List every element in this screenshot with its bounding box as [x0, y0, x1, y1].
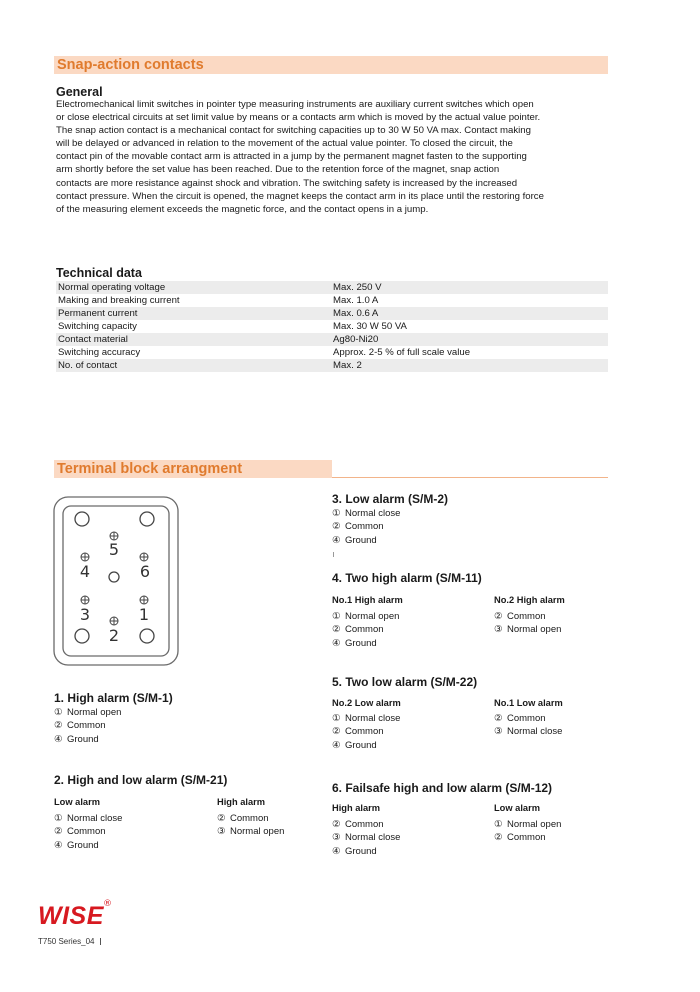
- tech-value: Max. 2: [333, 360, 362, 371]
- tech-key: Normal operating voltage: [58, 282, 166, 293]
- section-title-snap: Snap-action contacts: [57, 57, 204, 73]
- alarm-5-col2-head: No.1 Low alarm: [494, 698, 563, 708]
- alarm-6-col2-list: [494, 818, 561, 845]
- terminal-4-pin-icon: [81, 553, 89, 561]
- tech-key: Making and breaking current: [58, 295, 180, 306]
- tech-row: [56, 294, 608, 307]
- list-item: ① Normal close: [332, 713, 401, 724]
- list-item: ③ Normal close: [332, 832, 401, 844]
- tech-row: [56, 359, 608, 372]
- alarm-5-col2-list: [494, 712, 562, 739]
- alarm-2-col1-list: [54, 812, 122, 852]
- tech-key: No. of contact: [58, 360, 118, 371]
- terminal-1-pin-icon: [140, 596, 148, 604]
- tech-value: Max. 30 W 50 VA: [333, 321, 407, 332]
- alarm-2-col2-head: High alarm: [217, 797, 266, 807]
- tech-value: Ag80-Ni20: [333, 334, 379, 345]
- alarm-6-title: 6. Failsafe high and low alarm (S/M-12): [332, 781, 553, 795]
- list-item: ④ Ground: [332, 534, 377, 546]
- doc-id: T750 Series_04: [38, 937, 95, 946]
- list-item: ① Normal open: [494, 819, 562, 830]
- mounting-hole-icon: [75, 629, 89, 643]
- mounting-hole-icon: [75, 512, 89, 526]
- list-item: ③ Normal open: [494, 624, 562, 636]
- list-item: ① Normal open: [332, 611, 400, 622]
- alarm-4-title: 4. Two high alarm (S/M-11): [332, 571, 482, 585]
- terminal-3-pin-icon: [81, 596, 89, 604]
- center-terminal-icon: [109, 572, 119, 582]
- alarm-5-title: 5. Two low alarm (S/M-22): [332, 675, 478, 689]
- terminal-label-2: 2: [108, 626, 120, 645]
- list-item: ① Normal close: [54, 813, 123, 824]
- paragraph-line: of the measuring element exceeds the magnetic force, and the contact opens in a jump.: [56, 203, 429, 215]
- alarm-6-col1-head: High alarm: [332, 803, 381, 813]
- tech-row: [56, 346, 608, 359]
- logo-text: WISE: [38, 902, 104, 930]
- registered-mark: ®: [103, 899, 112, 909]
- alarm-6-col2-head: Low alarm: [494, 803, 540, 813]
- terminal-label-4: 4: [79, 562, 91, 581]
- footer-divider: [100, 938, 101, 945]
- mounting-hole-icon: [140, 512, 154, 526]
- mounting-hole-icon: [140, 629, 154, 643]
- list-item: ② Common: [332, 726, 384, 738]
- tech-value: Max. 250 V: [333, 282, 382, 293]
- alarm-4-col1-list: [332, 610, 399, 650]
- terminal-label-5: 5: [108, 540, 120, 559]
- alarm-5-col1-head: No.2 Low alarm: [332, 698, 401, 708]
- paragraph-line: contact pressure. When the circuit is opened, the magnet keeps the contact arm in its place until the restoring force: [56, 190, 544, 202]
- alarm-4-col1-head: No.1 High alarm: [332, 595, 403, 605]
- list-item: ③ Normal open: [217, 826, 285, 838]
- list-item: ② Common: [494, 611, 546, 622]
- tech-value: Max. 1.0 A: [333, 295, 379, 306]
- list-item: ③ Normal close: [494, 726, 563, 738]
- section-title-terminal: Terminal block arrangment: [57, 461, 243, 477]
- tech-row: [56, 320, 608, 333]
- general-paragraph: [56, 98, 626, 216]
- alarm-5-col1-list: [332, 712, 400, 752]
- paragraph-line: contacts are more resistance against shock and vibration. The switching safety is increased by the increased: [56, 177, 518, 189]
- tech-key: Contact material: [58, 334, 128, 345]
- stray-mark: [333, 552, 334, 557]
- terminal-block-diagram: [52, 495, 182, 668]
- alarm-2-title: 2. High and low alarm (S/M-21): [54, 773, 228, 787]
- list-item: ② Common: [54, 826, 106, 838]
- alarm-4-col2-list: [494, 610, 561, 637]
- tech-heading: Technical data: [56, 266, 142, 280]
- paragraph-line: arm shortly before the set value has been reached. Due to the retention force of the magnet, snap action: [56, 164, 500, 176]
- list-item: ② Common: [217, 813, 269, 824]
- alarm-2-col1-head: Low alarm: [54, 797, 100, 807]
- list-item: ④ Ground: [332, 739, 377, 751]
- paragraph-line: contact pin of the movable contact arm is attracted in a jump by the permanent magnet fasten to the supporting: [56, 151, 527, 163]
- list-item: ② Common: [494, 832, 546, 844]
- alarm-1-title: 1. High alarm (S/M-1): [54, 691, 173, 705]
- paragraph-line: will be delayed or advanced in relation to the movement of the actual value pointer. To closed the circuit, the: [56, 138, 513, 150]
- tech-key: Switching accuracy: [58, 347, 141, 358]
- terminal-label-1: 1: [138, 605, 150, 624]
- tech-row: [56, 281, 608, 294]
- paragraph-line: Electromechanical limit switches in pointer type measuring instruments are auxiliary current switches which open: [56, 99, 534, 110]
- alarm-2-col2-list: [217, 812, 284, 839]
- list-item: ② Common: [332, 521, 384, 533]
- list-item: ① Normal open: [54, 707, 122, 718]
- terminal-label-6: 6: [139, 562, 151, 581]
- alarm-3-title: 3. Low alarm (S/M-2): [332, 492, 449, 506]
- alarm-1-list: [54, 706, 121, 746]
- list-item: ④ Ground: [332, 637, 377, 649]
- list-item: ② Common: [54, 720, 106, 732]
- alarm-3-list: [332, 507, 400, 547]
- paragraph-line: The snap action contact is a mechanical contact for switching capacities up to 30 W 50 VA max. Contact making: [56, 125, 531, 137]
- list-item: ① Normal close: [332, 508, 401, 519]
- tech-key: Permanent current: [58, 308, 138, 319]
- list-item: ④ Ground: [54, 733, 99, 745]
- alarm-6-col1-list: [332, 818, 400, 858]
- terminal-5-pin-icon: [110, 532, 118, 540]
- list-item: ② Common: [332, 819, 384, 830]
- tech-value: Max. 0.6 A: [333, 308, 379, 319]
- list-item: ② Common: [332, 624, 384, 636]
- wise-logo: [38, 899, 112, 930]
- tech-row: [56, 307, 608, 320]
- list-item: ② Common: [494, 713, 546, 724]
- alarm-4-col2-head: No.2 High alarm: [494, 595, 565, 605]
- paragraph-line: or close electrical circuits at set limit value by means or a contacts arm which is moved by the actual value pointer.: [56, 112, 541, 124]
- list-item: ④ Ground: [54, 839, 99, 851]
- tech-row: [56, 333, 608, 346]
- section-rule: [332, 477, 608, 478]
- general-heading: General: [56, 85, 103, 99]
- terminal-6-pin-icon: [140, 553, 148, 561]
- tech-value: Approx. 2-5 % of full scale value: [333, 347, 471, 358]
- terminal-label-3: 3: [79, 605, 91, 624]
- terminal-2-pin-icon: [110, 617, 118, 625]
- tech-key: Switching capacity: [58, 321, 137, 332]
- list-item: ④ Ground: [332, 845, 377, 857]
